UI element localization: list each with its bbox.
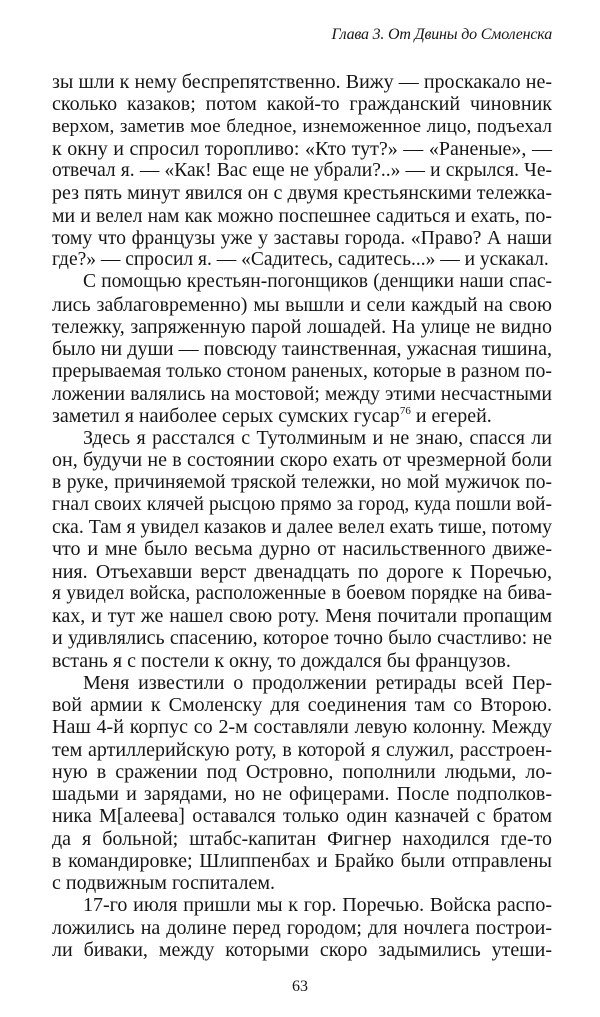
text-line (52, 828, 552, 850)
text-line-content: рез пять минут явился он с двумя крестьянскими тележка- (52, 182, 552, 205)
text-line-content: Меня известили о продолжении ретирады всей Пер- (83, 671, 552, 694)
text-line (52, 338, 552, 360)
text-line (52, 650, 552, 672)
text-line (52, 872, 552, 894)
text-line (52, 894, 552, 916)
text-line-content: 17-го июля пришли мы к гор. Поречью. Войска распо- (83, 894, 552, 917)
text-line-content: он, будучи не в состоянии скоро ехать от чрезмерной боли (52, 449, 552, 472)
text-line-content: прерываемая только стоном раненых, которые в разном по- (52, 360, 552, 383)
text-line (52, 917, 552, 939)
text-line (52, 271, 552, 293)
text-line (52, 850, 552, 872)
text-line-content: что и мне было весьма дурно от насильственного движе- (52, 538, 552, 561)
text-line (52, 249, 552, 271)
text-line (52, 182, 552, 204)
text-line (52, 939, 552, 961)
text-line-content: ника М[алеева] оставался только один казначей с братом (52, 805, 552, 828)
text-line (52, 160, 552, 182)
text-line-content: тем артиллерийскую роту, в которой я служил, расстроен- (52, 738, 552, 761)
text-line (52, 427, 552, 449)
text-line (52, 494, 552, 516)
text-line (52, 227, 552, 249)
text-line-content: отвечал я. — «Как! Вас еще не убрали?..» — и скрылся. Че- (52, 160, 552, 181)
text-line-content: ках, и тут же нашел свою роту. Меня почитали пропащим (52, 605, 552, 627)
text-line-content: с подвижным госпиталем. (52, 872, 275, 894)
footnote-ref: 76 (399, 404, 411, 417)
text-line (52, 561, 552, 583)
body-text (52, 71, 552, 961)
text-line (52, 805, 552, 827)
text-line-content: к окну и спросил торопливо: «Кто тут?» — «Раненые», — (52, 137, 552, 160)
text-line-content: и удивлялись спасению, которое точно было счастливо: не (52, 627, 552, 650)
text-line-content: встань я с постели к окну, то дождался бы французов. (52, 649, 511, 672)
text-line (52, 449, 552, 471)
text-line (52, 605, 552, 627)
text-line-content: где?» — спросил я. — «Садитесь, садитесь...» — и ускакал. (52, 249, 549, 270)
running-header: Глава 3. От Двины до Смоленска (331, 26, 552, 43)
text-line (52, 627, 552, 649)
text-line-content: ска. Там я увидел казаков и далее велел ехать тише, потому (52, 516, 552, 538)
text-line (52, 294, 552, 316)
text-line-content: Наш 4-й корпус со 2-м составляли левую колонну. Между (52, 716, 552, 739)
text-line (52, 538, 552, 560)
text-line (52, 316, 552, 338)
text-line-content: ми и велел нам как можно поспешнее садиться и ехать, по- (52, 204, 552, 227)
text-line-content: я увидел войска, расположенные в боевом порядке на бива- (52, 582, 552, 604)
text-line (52, 383, 552, 405)
text-line (52, 783, 552, 805)
text-line-content: вой армии к Смоленску для соединения там со Второю. (52, 694, 552, 716)
text-line-content: зы шли к нему беспрепятственно. Вижу — проскакало не- (52, 71, 552, 93)
text-line (52, 93, 552, 115)
text-line-content: тележку, запряженную парой лошадей. На улице не видно (52, 315, 552, 338)
text-line (52, 71, 552, 93)
text-line-content: ли биваки, между которыми скоро задымились утеши- (52, 938, 552, 961)
text-line (52, 405, 552, 427)
text-line (52, 694, 552, 716)
text-line-content: ложились на долине перед городом; для ночлега построи- (52, 916, 552, 939)
text-line (52, 472, 552, 494)
text-line (52, 116, 552, 138)
text-line-content: ния. Отъехавши верст двенадцать по дороге к Поречью, (52, 560, 552, 583)
text-line-content: заметил я наиболее серых сумских гусар (52, 404, 400, 427)
text-line-content: тому что французы уже у заставы города. «Право? А наши (52, 226, 552, 249)
text-line-content: было ни души — повсюду таинственная, ужасная тишина, (52, 338, 552, 360)
text-line-content: ложении валялись на мостовой; между этими несчастными (52, 382, 552, 405)
text-line (52, 672, 552, 694)
text-line (52, 716, 552, 738)
text-line (52, 205, 552, 227)
text-line-content: в руке, причиняемой тряской тележки, но мой мужичок по- (52, 471, 552, 493)
text-line (52, 739, 552, 761)
text-line-content: верхом, заметив мое бледное, изнеможенное лицо, подъехал (52, 115, 552, 137)
text-line (52, 138, 552, 160)
text-line (52, 761, 552, 783)
text-line-content: да я больной; штабс-капитан Фигнер находился где-то (52, 827, 552, 850)
text-line-content: шадьми и зарядами, но не офицерами. После подполков- (52, 783, 552, 805)
text-line-content: лись заблаговременно) мы вышли и сели каждый на свою (52, 293, 552, 316)
text-line-content: Здесь я расстался с Тутолминым и не знаю, спасся ли (83, 427, 552, 449)
text-line (52, 583, 552, 605)
text-line-content: сколько казаков; потом какой-то гражданский чиновник (52, 93, 552, 116)
text-line (52, 360, 552, 382)
text-line (52, 516, 552, 538)
text-line-content: и егерей. (410, 404, 492, 427)
text-line-content: в командировке; Шлиппенбах и Брайко были отправлены (52, 849, 552, 872)
text-line-content: ную в сражении под Островно, пополнили людьми, ло- (52, 760, 552, 783)
text-line-content: С помощью крестьян-погонщиков (денщики наши спас- (83, 271, 552, 293)
page-number: 63 (292, 978, 308, 995)
text-line-content: гнал своих клячей рысцою прямо за город, куда пошли вой- (52, 493, 552, 515)
